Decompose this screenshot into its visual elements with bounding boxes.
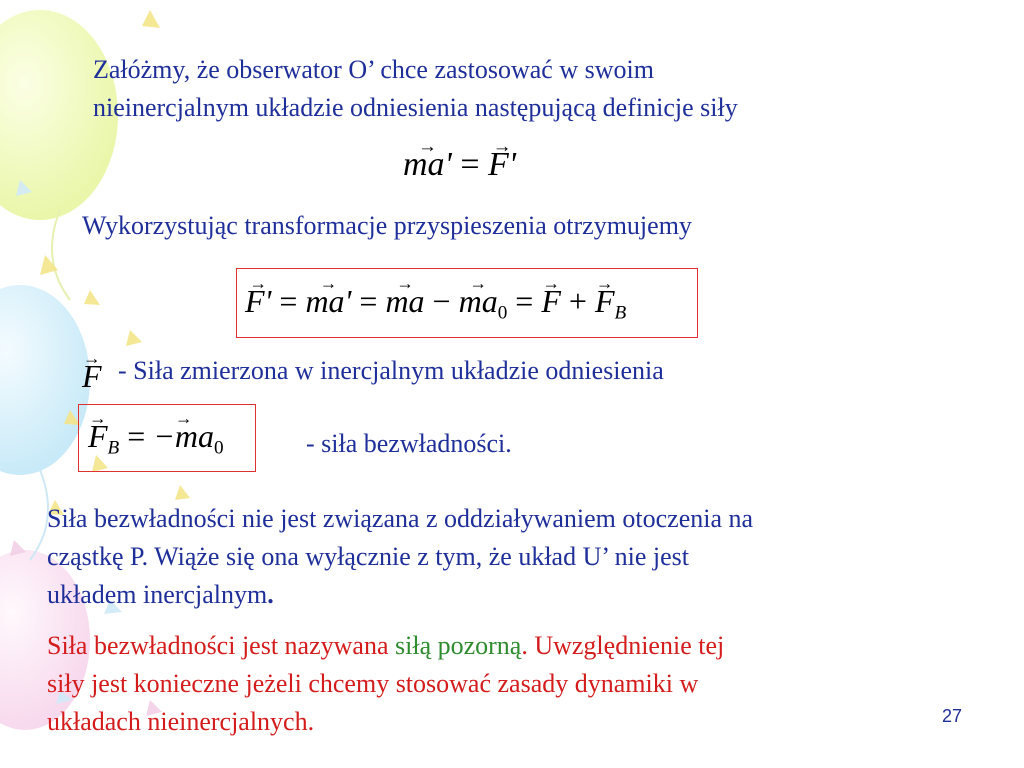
para2-part-1: Siła bezwładności jest nazywana	[47, 631, 395, 660]
para2-part-3: . Uwzględnienie tej	[521, 631, 725, 660]
equation-inertial-force	[88, 418, 224, 460]
eq2-eq-3: =	[515, 283, 534, 319]
para1-line-2: cząstkę P. Wiąże się ona wyłącznie z tym, że układ U’ nie jest	[47, 542, 689, 571]
eq1-lhs: → ma'	[403, 146, 452, 184]
para1-period: .	[267, 580, 274, 609]
eq3-sub-0: 0	[214, 437, 224, 459]
force-symbol	[82, 358, 102, 395]
eq3-f: → F	[88, 418, 108, 455]
blue-balloon	[0, 285, 90, 475]
equation-transformed-force	[245, 283, 626, 325]
eq2-eq-2: =	[359, 283, 378, 319]
equation-force-definition	[403, 146, 516, 184]
intro-line-2: nieinercjalnym układzie odniesienia następującą definicje siły	[93, 93, 738, 122]
para1-line-1: Siła bezwładności nie jest związana z oddziaływaniem otoczenia na	[47, 504, 754, 533]
eq2-sub-0: 0	[497, 302, 508, 324]
transform-text: Wykorzystując transformacje przyspieszenia otrzymujemy	[82, 211, 692, 240]
eq2-eq-1: =	[279, 283, 298, 319]
para1-line-3-text: układem inercjalnym	[47, 580, 268, 609]
f-symbol: → F	[82, 358, 102, 395]
eq1-rhs: → F'	[488, 146, 516, 184]
para2-line-2: siły jest konieczne jeżeli chcemy stosować zasady dynamiki w	[47, 669, 699, 698]
para1-line-3	[47, 579, 274, 611]
eq1-equals: =	[460, 146, 480, 183]
para2-highlight: siłą pozorną	[395, 631, 522, 660]
para2-line-3: układach nieinercjalnych.	[47, 707, 315, 736]
force-description: - Siła zmierzona w inercjalnym układzie odniesienia	[118, 356, 664, 385]
eq2-fprime: → F'	[245, 283, 271, 320]
eq2-sub-b: B	[614, 302, 627, 324]
eq2-minus: −	[432, 283, 451, 319]
inertial-force-label: - siła bezwładności.	[306, 429, 512, 458]
eq2-maprime: → ma'	[305, 283, 351, 320]
eq2-f: → F	[541, 283, 561, 320]
eq2-fb: → F	[595, 283, 615, 320]
eq3-sub-b: B	[107, 437, 120, 459]
eq2-ma0: → ma	[459, 283, 498, 320]
eq2-ma: → ma	[385, 283, 424, 320]
intro-line-1: Załóżmy, że obserwator O’ chce zastosować w swoim	[93, 55, 654, 84]
page-number: 27	[941, 706, 962, 726]
eq3-minus-ma: → −ma	[153, 418, 214, 455]
eq2-plus: +	[568, 283, 587, 319]
para2-line-1	[47, 630, 724, 662]
eq3-equals: =	[127, 418, 146, 454]
